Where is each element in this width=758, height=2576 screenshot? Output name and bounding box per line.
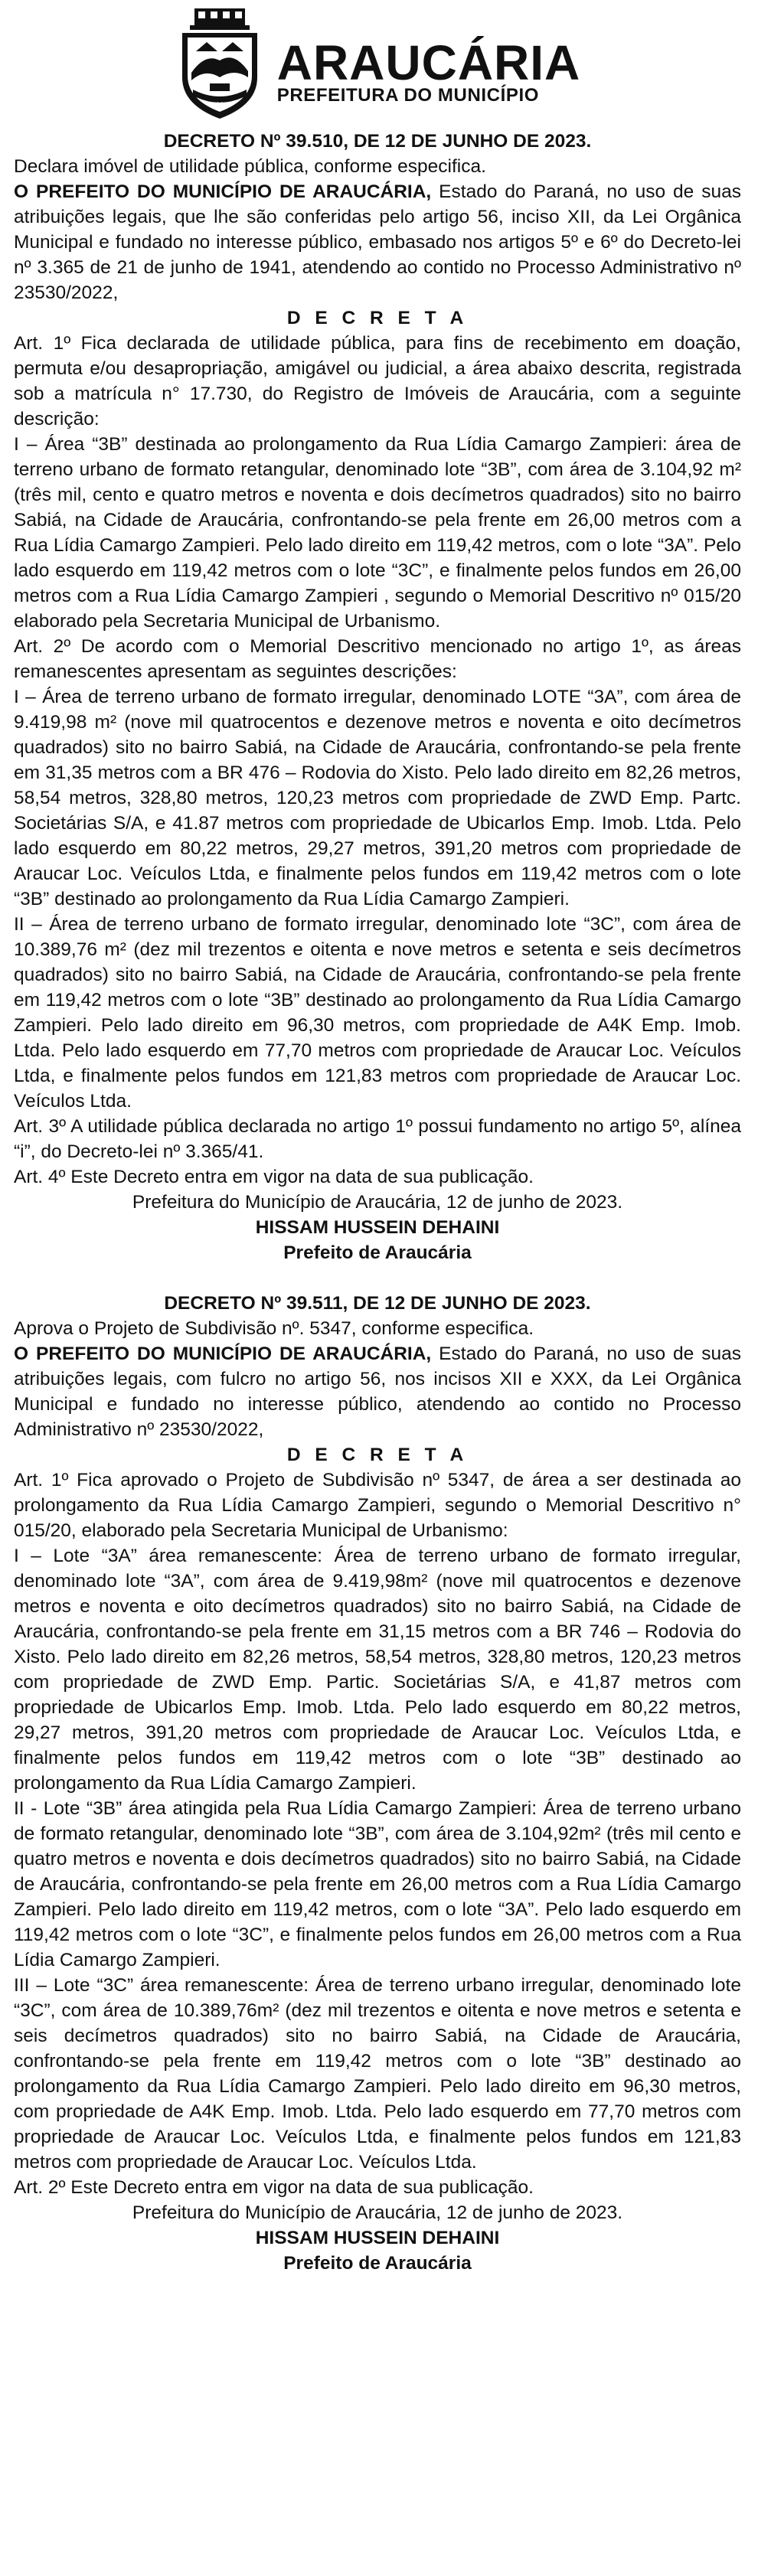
article-4: Art. 4º Este Decreto entra em vigor na data de sua publicação. [14,1167,534,1187]
article-1: Art. 1º Fica declarada de utilidade pública, para fins de recebimento em doação, permuta e/ou desapropriação, amigável ou judicial, a área abaixo descrita, registrada sob a matrícula n° 17.730, do Registro de Imóveis de Araucária, com a seguinte descrição: [14,333,741,429]
place-date: Prefeitura do Município de Araucária, 12 de junho de 2023. [132,1192,623,1213]
decree-39511 [14,1291,741,2276]
decree-ementa: Aprova o Projeto de Subdivisão nº. 5347, conforme especifica. [14,1318,534,1339]
brand-subtitle: PREFEITURA DO MUNICÍPIO [276,85,539,106]
article-1: Art. 1º Fica aprovado o Projeto de Subdivisão nº 5347, de área a ser destinada ao prolongamento da Rua Lídia Camargo Zampieri, segundo o Memorial Descritivo n° 015/20, elaborado pela Secretaria Municipal de Urbanismo: [14,1470,741,1541]
crest-year: 1890 [211,101,227,109]
signer-role: Prefeito de Araucária [283,1242,472,1263]
article-3: Art. 3º A utilidade pública declarada no artigo 1º possui fundamento no artigo 5º, alínea “i”, do Decreto-lei nº 3.365/41. [14,1116,741,1162]
preamble-text: Estado do Paraná, no uso de suas atribuições legais, que lhe são conferidas pelo artigo 56, inciso XII, da Lei Orgânica Municipal e fundado no interesse público, embasado nos artigos 5º e 6º do Decreto-lei nº 3.365 de 21 de junho de 1941, atendendo ao contido no Processo Administrativo nº 23530/2022, [14,181,741,303]
place-date: Prefeitura do Município de Araucária, 12 de junho de 2023. [132,2202,623,2223]
signer-role: Prefeito de Araucária [283,2253,472,2274]
article-1-item-3: III – Lote “3C” área remanescente: Área de terreno urbano irregular, denominado lote “3C”, com área de 10.389,76m² (dez mil trezentos e oitenta e nove metros e setenta e seis decímetros quadrados) sito no bairro Sabiá, na Cidade de Araucária, confrontando-se pela frente em 119,42 metros com o lote “3B” destinado ao prolongamento da Rua Lídia Camargo Zampieri. Pelo lado direito em 96,30 metros, com propriedade de A4K Emp. Imob. Ltda. Pelo lado esquerdo em 77,70 metros com propriedade de Araucar Loc. Veículos Ltda, e finalmente pelos fundos em 121,83 metros com propriedade de Araucar Loc. Veículos Ltda. [14,1975,741,2173]
decreta-heading: D E C R E T A [286,1445,469,1465]
decree-preamble [14,179,741,305]
article-2: Art. 2º De acordo com o Memorial Descritivo mencionado no artigo 1º, as áreas remanescentes apresentam as seguintes descrições: [14,636,741,682]
decree-preamble [14,1341,741,1442]
preamble-bold: O PREFEITO DO MUNICÍPIO DE ARAUCÁRIA, [14,181,432,202]
decree-title: DECRETO Nº 39.511, DE 12 DE JUNHO DE 2023. [164,1293,591,1314]
article-1-item-2: II - Lote “3B” área atingida pela Rua Lídia Camargo Zampieri: Área de terreno urbano de formato retangular, denominado lote “3B”, com área de 3.104,92m² (três mil cento e quatro metros e noventa e dois decímetros quadrados) sito no bairro Sabiá, na Cidade de Araucária, confrontando-se pela frente em 26,00 metros com a Rua Lídia Camargo Zampieri. Pelo lado direito em 119,42 metros, com o lote “3A”. Pelo lado esquerdo em 119,42 metros com o lote “3C”, e finalmente pelos fundos em 26,00 metros com a Rua Lídia Camargo Zampieri. [14,1798,741,1970]
municipal-crest-icon [175,7,265,122]
signer-name: HISSAM HUSSEIN DEHAINI [255,1217,500,1238]
preamble-text: Estado do Paraná, no uso de suas atribuições legais, com fulcro no artigo 56, nos incisos XII e XXX, da Lei Orgânica Municipal e fundado no interesse público, atendendo ao contido no Processo Administrativo nº 23530/2022, [14,1344,741,1440]
decree-title: DECRETO Nº 39.510, DE 12 DE JUNHO DE 2023. [163,131,592,152]
decree-39510 [14,129,741,1265]
article-2-item-1: I – Área de terreno urbano de formato irregular, denominado LOTE “3A”, com área de 9.419,98 m² (nove mil quatrocentos e dezenove metros e noventa e oito decímetros quadrados) sito no bairro Sabiá, na Cidade de Araucária, confrontando-se pela frente em 31,35 metros com a BR 476 – Rodovia do Xisto. Pelo lado direito em 82,26 metros, 58,54 metros, 328,80 metros, 120,23 metros com propriedade de ZWD Emp. Partc. Societárias S/A, e 41.87 metros com propriedade de Ubicarlos Emp. Imob. Ltda. Pelo lado esquerdo em 80,22 metros, 29,27 metros, 391,20 metros com propriedade de Araucar Loc. Veículos Ltda, e finalmente pelos fundos em 119,42 metros com o lote “3B” destinado ao prolongamento da Rua Lídia Camargo Zampieri. [14,687,741,909]
preamble-bold: O PREFEITO DO MUNICÍPIO DE ARAUCÁRIA, [14,1344,432,1364]
brand [277,23,581,106]
article-2-item-2: II – Área de terreno urbano de formato irregular, denominado lote “3C”, com área de 10.389,76 m² (dez mil trezentos e oitenta e nove metros e setenta e seis decímetros quadrados) sito no bairro Sabiá, na Cidade de Araucária, confrontando-se pela frente em 119,42 metros com o lote “3B” destinado ao prolongamento da Rua Lídia Camargo Zampieri. Pelo lado direito em 96,30 metros, com propriedade de A4K Emp. Imob. Ltda. Pelo lado esquerdo em 77,70 metros com propriedade de Araucar Loc. Veículos Ltda, e finalmente pelos fundos em 121,83 metros com propriedade de Araucar Loc. Veículos Ltda. [14,914,741,1112]
spacer [14,1265,741,1291]
article-1-item-1: I – Área “3B” destinada ao prolongamento da Rua Lídia Camargo Zampieri: área de terreno urbano de formato retangular, denominado lote “3B”, com área de 3.104,92 m² (três mil, cento e quatro metros e noventa e dois decímetros quadrados) sito no bairro Sabiá, na Cidade de Araucária, confrontando-se pela frente em 26,00 metros com a Rua Lídia Camargo Zampieri. Pelo lado direito em 119,42 metros, com o lote “3A”. Pelo lado esquerdo em 119,42 metros com o lote “3C”, e finalmente pelos fundos em 26,00 metros com a Rua Lídia Camargo Zampieri , segundo o Memorial Descritivo nº 015/20 elaborado pela Secretaria Municipal de Urbanismo. [14,434,741,632]
article-2: Art. 2º Este Decreto entra em vigor na data de sua publicação. [14,2177,534,2198]
decreta-heading: D E C R E T A [286,308,469,328]
signer-name: HISSAM HUSSEIN DEHAINI [255,2228,500,2248]
decree-ementa: Declara imóvel de utilidade pública, conforme especifica. [14,156,486,177]
article-1-item-1: I – Lote “3A” área remanescente: Área de terreno urbano de formato irregular, denominado lote “3A”, com área de 9.419,98m² (nove mil quatrocentos e dezenove metros e noventa e oito decímetros quadrados) sito no bairro Sabiá, na Cidade de Araucária, confrontando-se pela frente em 31,15 metros com a BR 746 – Rodovia do Xisto. Pelo lado direito em 82,26 metros, 58,54 metros, 328,80 metros, 120,23 metros com propriedade de ZWD Emp. Partic. Societárias S/A, e 41,87 metros com propriedade de Ubicarlos Emp. Imob. Ltda. Pelo lado esquerdo em 80,22 metros, 29,27 metros, 391,20 metros com propriedade de Araucar Loc. Veículos Ltda, e finalmente pelos fundos em 119,42 metros com o lote “3B” destinado ao prolongamento da Rua Lídia Camargo Zampieri. [14,1546,741,1794]
brand-name: ARAUCÁRIA [276,35,581,90]
masthead [14,0,741,129]
